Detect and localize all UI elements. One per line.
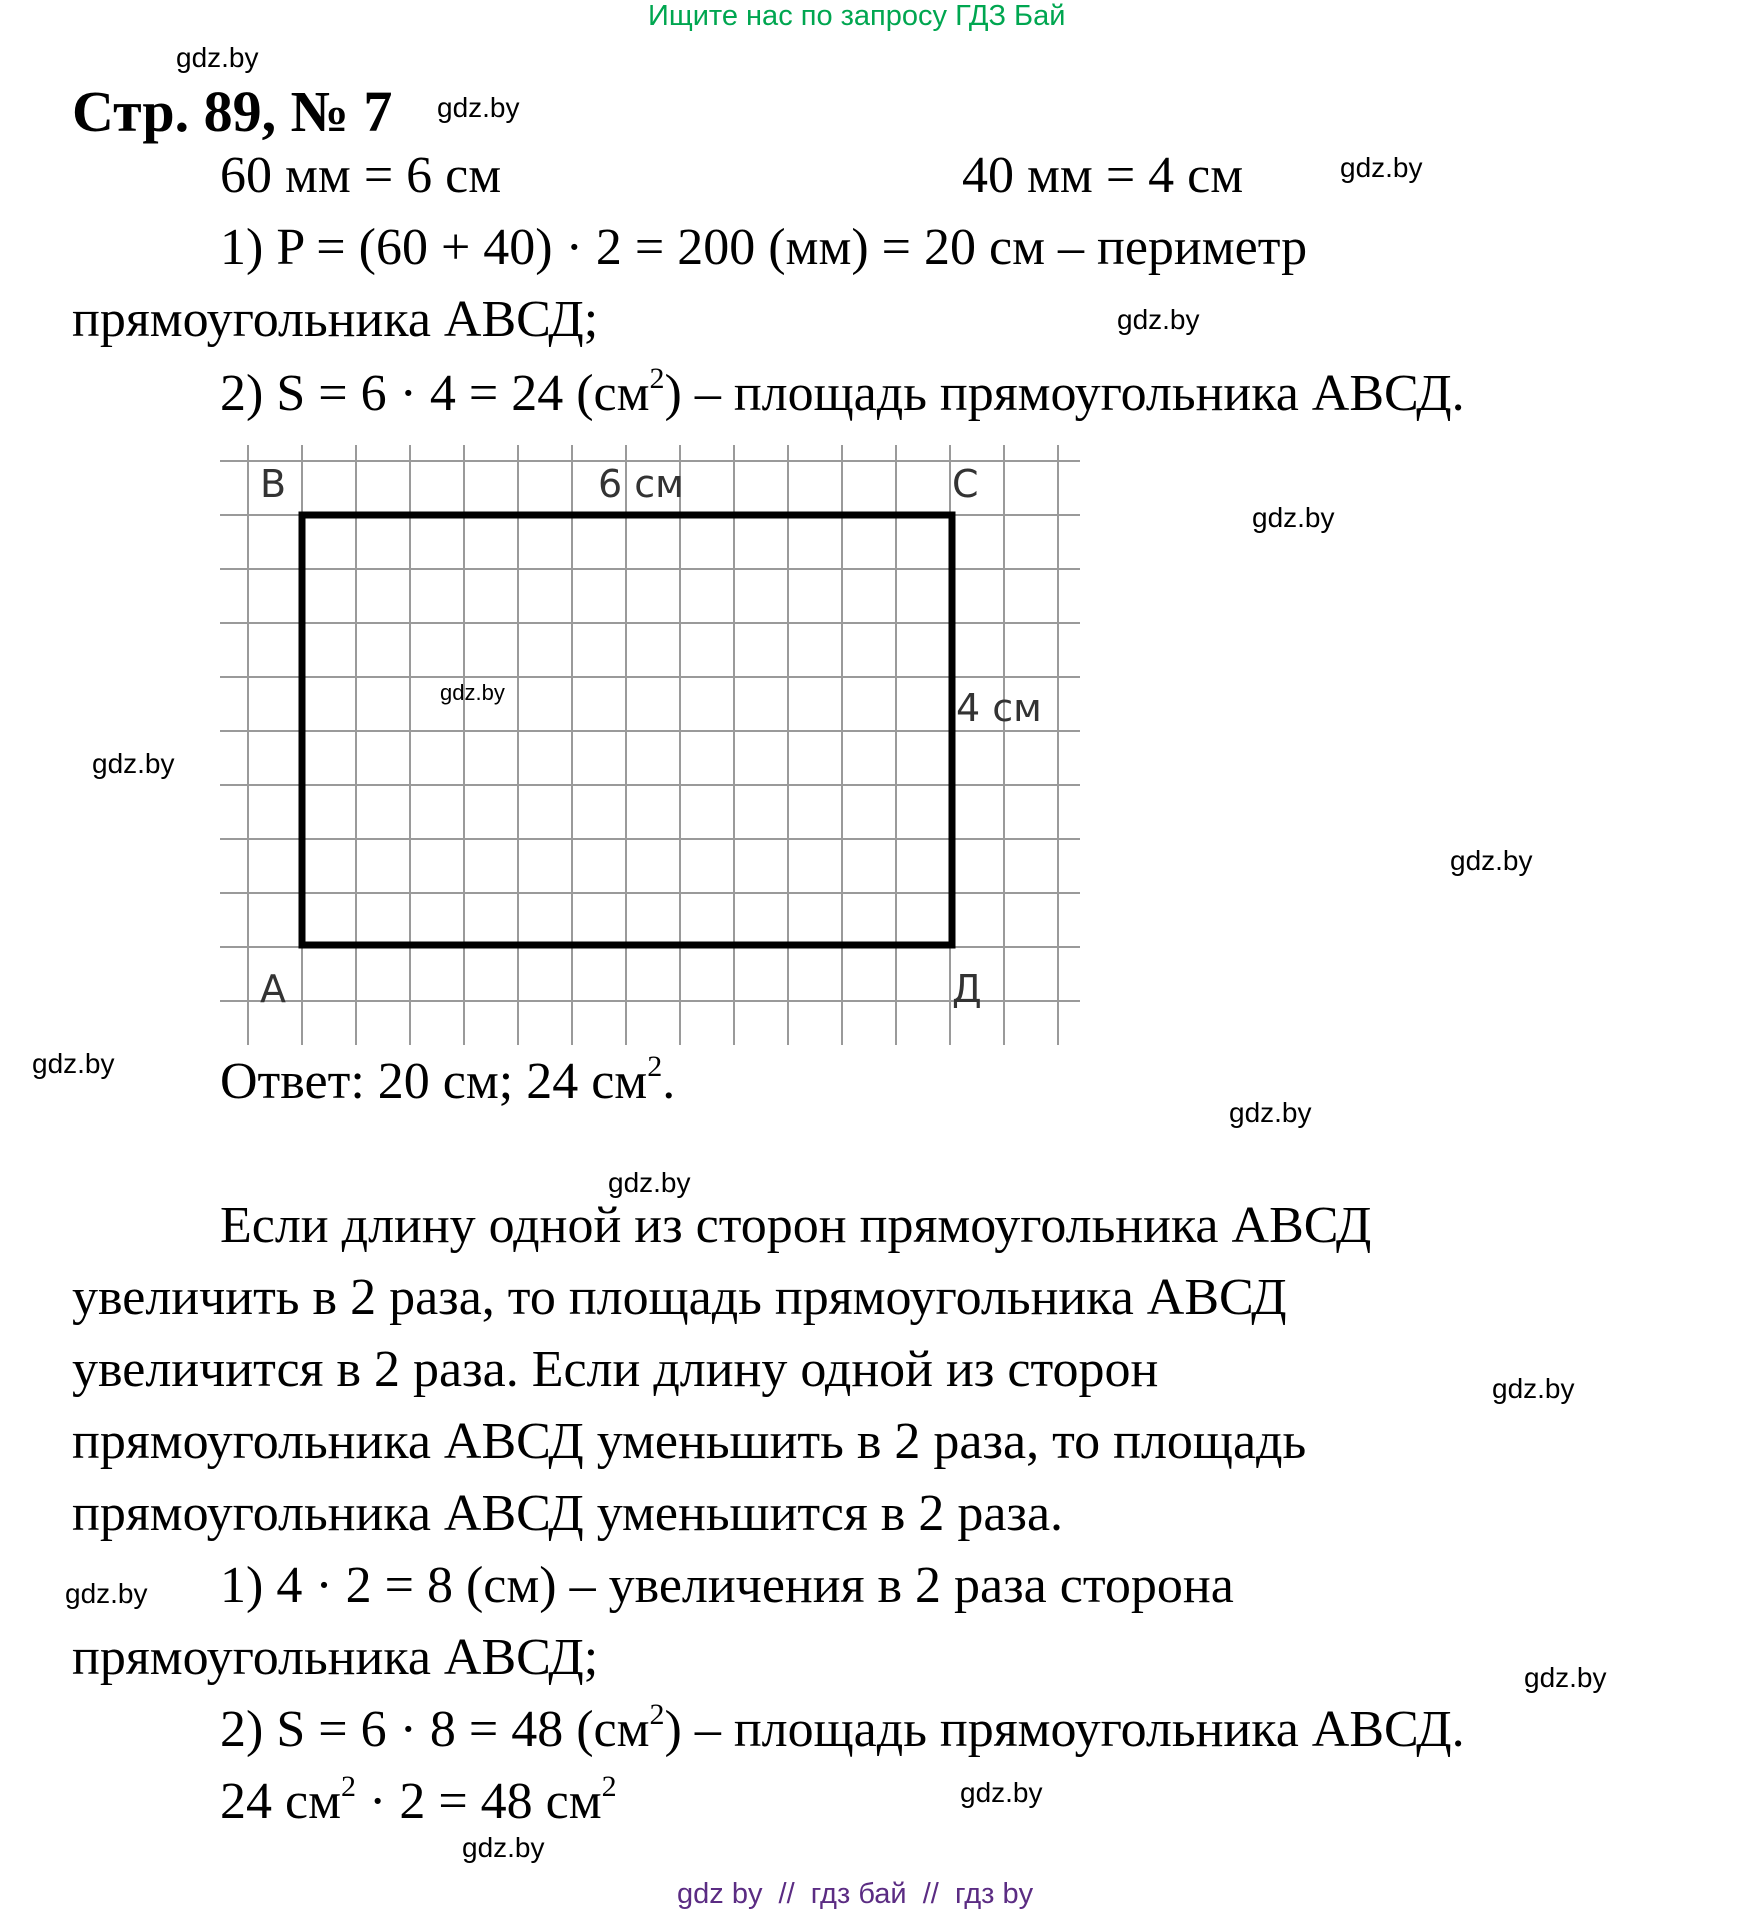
paragraph-line-4: прямоугольника АВСД уменьшить в 2 раза, то площадь: [72, 1413, 1307, 1470]
watermark: gdz.by: [1252, 502, 1335, 533]
rectangle-grid-figure: [220, 445, 1080, 1045]
paragraph-line-3: увеличится в 2 раза. Если длину одной из сторон: [72, 1341, 1159, 1398]
vertex-label-c: C: [952, 462, 979, 506]
answer-period: .: [662, 1053, 676, 1110]
superscript: 2: [647, 1050, 663, 1083]
watermark: gdz.by: [1340, 152, 1423, 183]
superscript: 2: [601, 1770, 617, 1803]
watermark: gdz.by: [437, 92, 520, 123]
vertex-label-a: A: [260, 967, 286, 1011]
watermark: gdz.by: [1492, 1373, 1575, 1404]
watermark: gdz.by: [176, 42, 259, 73]
superscript: 2: [649, 362, 665, 395]
step2-text-end: ) – площадь прямоугольника АВСД.: [664, 365, 1465, 422]
step2-line: [220, 362, 1465, 422]
width-label: 6 см: [598, 462, 684, 506]
b-step2-line: [220, 1698, 1465, 1758]
paragraph-line-5: прямоугольника АВСД уменьшится в 2 раза.: [72, 1485, 1064, 1542]
watermark: gdz.by: [608, 1167, 691, 1198]
conversion-left: 60 мм = 6 см: [220, 147, 502, 204]
watermark: gdz.by: [1524, 1662, 1607, 1693]
watermark: gdz.by: [440, 680, 505, 705]
watermark: gdz.by: [1450, 845, 1533, 876]
watermark: gdz.by: [462, 1832, 545, 1863]
final-left: 24 см: [220, 1773, 341, 1830]
step1-line2: прямоугольника АВСД;: [72, 291, 599, 348]
watermark: gdz.by: [32, 1048, 115, 1079]
final-right: · 2 = 48 см: [356, 1773, 602, 1830]
answer-text: Ответ: 20 см; 24 см: [220, 1053, 648, 1110]
watermark: gdz.by: [960, 1777, 1043, 1808]
b-step2-text-end: ) – площадь прямоугольника АВСД.: [664, 1701, 1465, 1758]
vertex-label-b: B: [260, 462, 287, 506]
answer-line: [220, 1050, 676, 1110]
watermark: gdz.by: [1229, 1097, 1312, 1128]
b-step1-line2: прямоугольника АВСД;: [72, 1629, 599, 1686]
watermark: gdz.by: [65, 1578, 148, 1609]
height-label: 4 см: [956, 686, 1042, 730]
b-step2-text: 2) S = 6 · 8 = 48 (см: [220, 1701, 650, 1758]
step1-line1: 1) P = (60 + 40) · 2 = 200 (мм) = 20 см – периметр: [220, 219, 1308, 276]
step2-text: 2) S = 6 · 4 = 24 (см: [220, 365, 650, 422]
watermark: gdz.by: [1117, 304, 1200, 335]
watermark: gdz.by: [92, 748, 175, 779]
superscript: 2: [649, 1698, 665, 1731]
b-step1-line1: 1) 4 · 2 = 8 (см) – увеличения в 2 раза сторона: [220, 1557, 1234, 1614]
footer-links: gdz by // гдз бай // гдз by: [677, 1878, 1034, 1910]
vertex-label-d: Д: [952, 967, 982, 1011]
superscript: 2: [341, 1770, 356, 1803]
final-equation: [220, 1770, 617, 1830]
search-banner: Ищите нас по запросу ГДЗ Бай: [648, 0, 1066, 32]
page-title: Стр. 89, № 7: [72, 79, 393, 144]
paragraph-line-1: Если длину одной из сторон прямоугольника АВСД: [220, 1197, 1372, 1254]
conversion-right: 40 мм = 4 см: [962, 147, 1244, 204]
paragraph-line-2: увеличить в 2 раза, то площадь прямоугольника АВСД: [72, 1269, 1287, 1326]
